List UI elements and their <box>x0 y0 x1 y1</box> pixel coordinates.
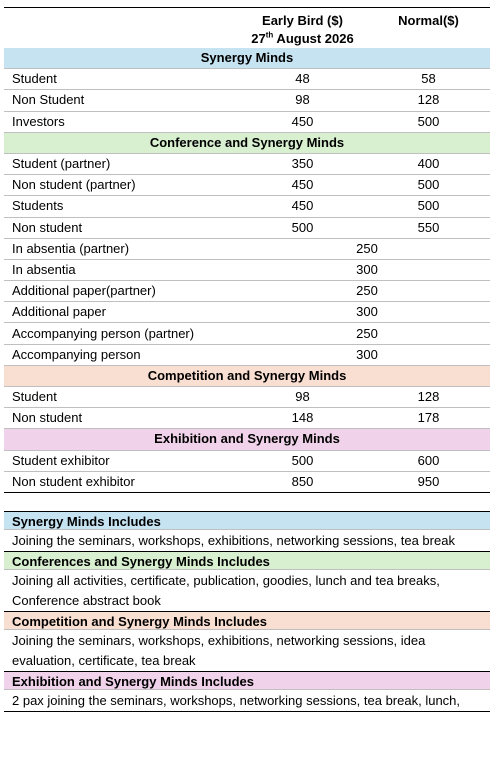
table-row <box>4 302 490 323</box>
row-label: Student (partner) <box>4 153 238 174</box>
table-row <box>4 259 490 280</box>
normal-price: 500 <box>367 196 490 217</box>
row-label: Non student (partner) <box>4 175 238 196</box>
row-label: Accompanying person (partner) <box>4 323 238 344</box>
table-row <box>4 450 490 471</box>
row-label: In absentia <box>4 259 238 280</box>
early-price: 500 <box>238 450 367 471</box>
row-label: Students <box>4 196 238 217</box>
normal-price: 600 <box>367 450 490 471</box>
includes-text: Joining the seminars, workshops, exhibitions, networking sessions, idea evaluation, certificate, tea break <box>12 633 426 668</box>
early-price: 98 <box>238 387 367 408</box>
merged-price-cell <box>238 344 490 365</box>
normal-price: 58 <box>367 69 490 90</box>
early-price: 450 <box>238 175 367 196</box>
includes-title: Conferences and Synergy Minds Includes <box>4 551 490 570</box>
includes-text: Joining all activities, certificate, publication, goodies, lunch and tea breaks, Conference abstract book <box>12 573 440 608</box>
section-title: Synergy Minds <box>4 48 490 69</box>
section-row-competition <box>4 365 490 386</box>
table-row <box>4 387 490 408</box>
table-row <box>4 111 490 132</box>
row-label: Investors <box>4 111 238 132</box>
table-row <box>4 196 490 217</box>
normal-price: 128 <box>367 387 490 408</box>
includes-block-synergy <box>4 511 490 551</box>
early-price: 500 <box>238 217 367 238</box>
normal-price: 178 <box>367 408 490 429</box>
table-row <box>4 69 490 90</box>
table-row <box>4 175 490 196</box>
row-label: Additional paper(partner) <box>4 281 238 302</box>
price: 250 <box>356 325 378 341</box>
includes-text: 2 pax joining the seminars, workshops, networking sessions, tea break, lunch, <box>4 690 490 712</box>
row-label: Student exhibitor <box>4 450 238 471</box>
normal-price: 128 <box>367 90 490 111</box>
row-label: Student <box>4 387 238 408</box>
price: 250 <box>356 283 378 299</box>
row-label: In absentia (partner) <box>4 238 238 259</box>
normal-price: 400 <box>367 153 490 174</box>
merged-price-cell <box>238 238 490 259</box>
merged-price-cell <box>238 281 490 302</box>
early-price: 98 <box>238 90 367 111</box>
includes-block-conference <box>4 551 490 611</box>
section-row-conference <box>4 132 490 153</box>
early-price: 850 <box>238 471 367 492</box>
table-row <box>4 217 490 238</box>
price: 300 <box>356 261 378 277</box>
early-bird-title: Early Bird ($) <box>262 13 343 28</box>
section-title: Competition and Synergy Minds <box>4 365 490 386</box>
section-row-exhibition <box>4 429 490 450</box>
table-header-row <box>4 8 490 49</box>
early-price: 350 <box>238 153 367 174</box>
row-label: Non Student <box>4 90 238 111</box>
header-blank-cell <box>4 8 238 49</box>
early-price: 148 <box>238 408 367 429</box>
table-row <box>4 344 490 365</box>
row-label: Additional paper <box>4 302 238 323</box>
normal-price: 950 <box>367 471 490 492</box>
table-row <box>4 323 490 344</box>
includes-text: Joining the seminars, workshops, exhibitions, networking sessions, tea break <box>12 533 455 548</box>
early-price: 450 <box>238 111 367 132</box>
includes-block-competition <box>4 611 490 671</box>
row-label: Student <box>4 69 238 90</box>
includes-title: Synergy Minds Includes <box>4 511 490 530</box>
row-label: Non student <box>4 408 238 429</box>
table-row <box>4 90 490 111</box>
normal-price: 500 <box>367 175 490 196</box>
header-normal: Normal($) <box>367 8 490 49</box>
merged-price-cell <box>238 259 490 280</box>
merged-price-cell <box>238 302 490 323</box>
table-row <box>4 238 490 259</box>
section-title: Exhibition and Synergy Minds <box>4 429 490 450</box>
pricing-table <box>4 7 490 493</box>
price: 300 <box>356 346 378 362</box>
table-row <box>4 153 490 174</box>
early-price: 48 <box>238 69 367 90</box>
price: 250 <box>356 240 378 256</box>
table-row <box>4 471 490 492</box>
section-row-synergy <box>4 48 490 69</box>
early-price: 450 <box>238 196 367 217</box>
merged-price-cell <box>238 323 490 344</box>
normal-price: 550 <box>367 217 490 238</box>
includes-table <box>4 511 490 712</box>
row-label: Non student exhibitor <box>4 471 238 492</box>
price: 300 <box>356 304 378 320</box>
early-bird-date: 27th August 2026 <box>251 30 354 46</box>
includes-title: Competition and Synergy Minds Includes <box>4 611 490 630</box>
table-row <box>4 281 490 302</box>
header-early-bird <box>238 8 367 49</box>
includes-title: Exhibition and Synergy Minds Includes <box>4 671 490 690</box>
row-label: Non student <box>4 217 238 238</box>
section-title: Conference and Synergy Minds <box>4 132 490 153</box>
row-label: Accompanying person <box>4 344 238 365</box>
table-row <box>4 408 490 429</box>
includes-block-exhibition <box>4 671 490 712</box>
normal-price: 500 <box>367 111 490 132</box>
